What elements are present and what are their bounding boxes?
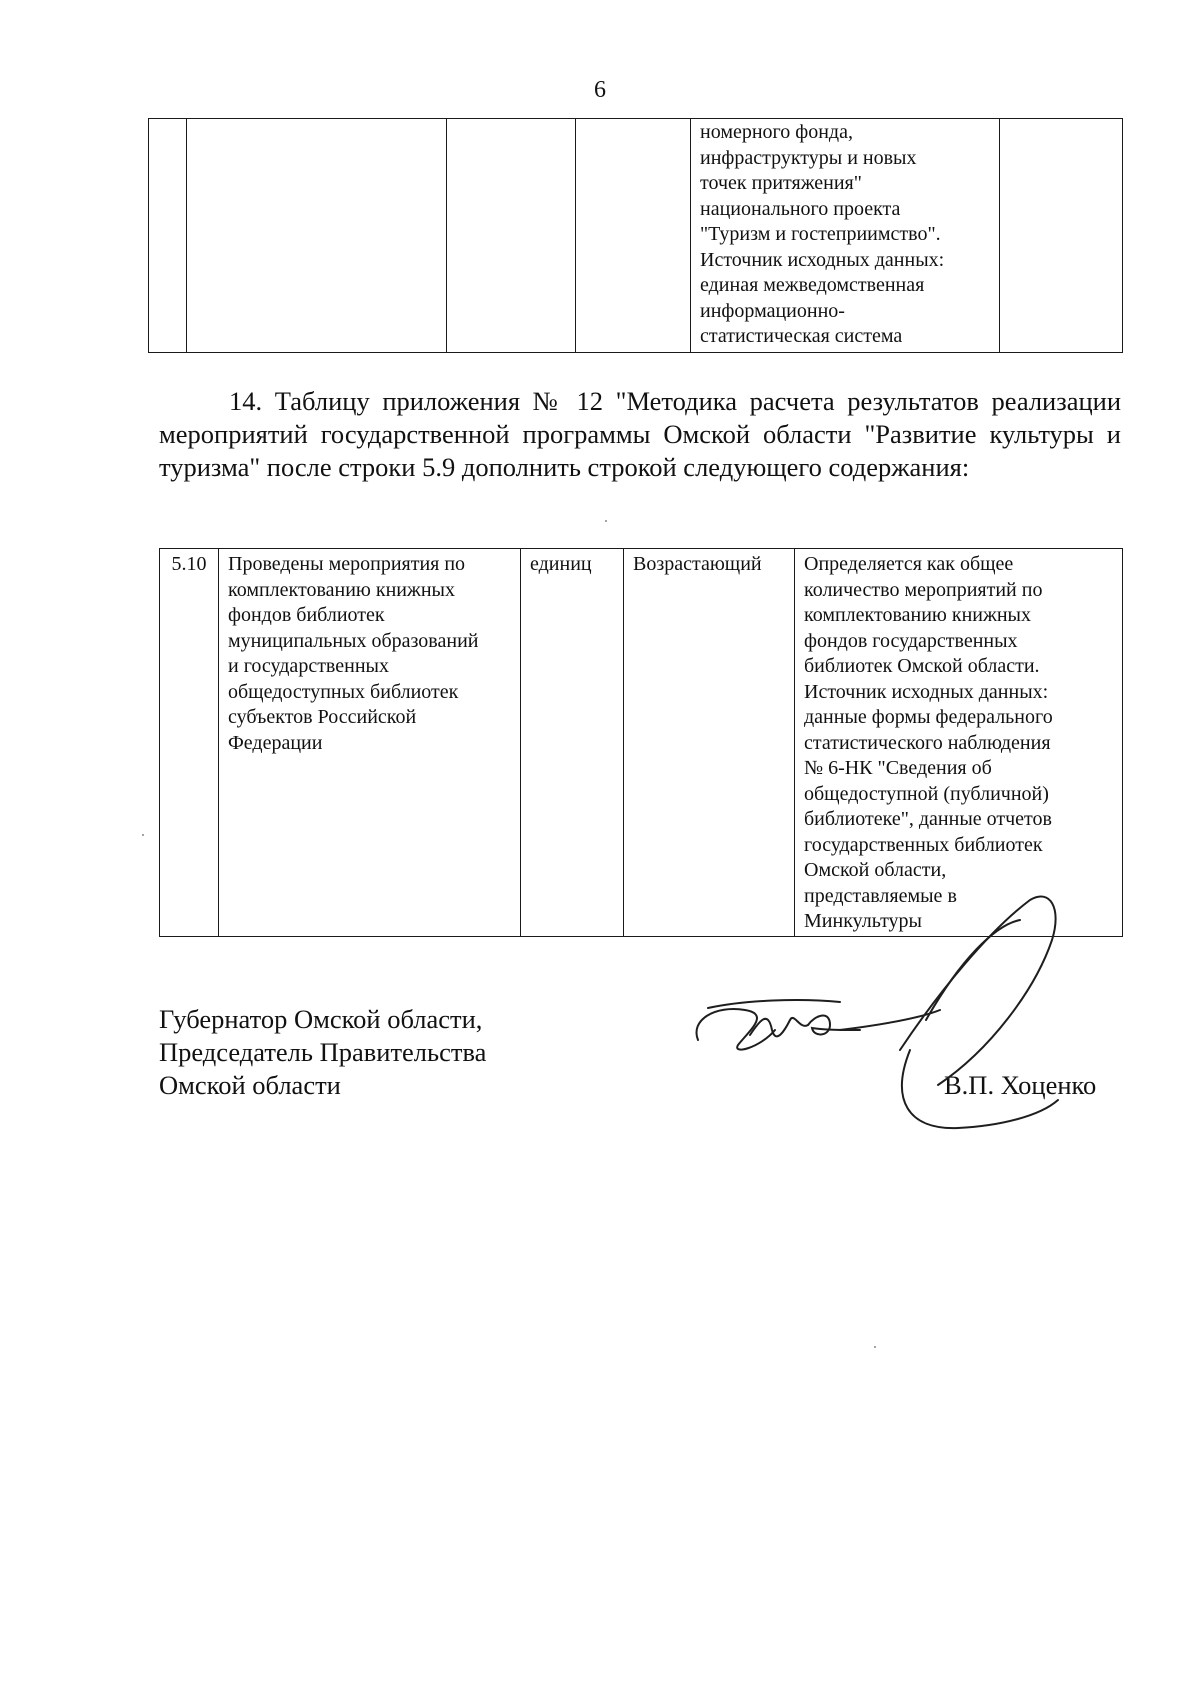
cell-text-line: государственных библиотек — [804, 833, 1043, 856]
cell-text-line: "Туризм и гостеприимство". — [700, 223, 941, 245]
cell-text-line: комплектованию книжных — [804, 604, 1031, 626]
method-cell — [691, 119, 1000, 353]
row-type-cell: Возрастающий — [624, 549, 795, 937]
table-cell — [1000, 119, 1123, 353]
cell-text-line: общедоступной (публичной) — [804, 782, 1049, 805]
cell-text-line: комплектованию книжных — [228, 578, 455, 601]
table-cell — [576, 119, 691, 353]
cell-text-line: Проведены мероприятия по — [228, 553, 466, 575]
cell-text-line: национального проекта — [700, 197, 901, 220]
row-name-cell — [219, 549, 521, 937]
signatory-title — [159, 1003, 486, 1102]
table-cell — [447, 119, 576, 353]
row-number-cell: 5.10 — [160, 549, 219, 937]
cell-text-line: Федерации — [228, 731, 323, 754]
signatory-title-line: Омской области — [159, 1070, 341, 1100]
continuation-table — [148, 118, 1123, 353]
cell-text-line: количество мероприятий по — [804, 578, 1043, 601]
handwritten-signature — [690, 880, 1110, 1150]
table-cell — [187, 119, 447, 353]
cell-text-line: Источник исходных данных: — [804, 680, 1049, 703]
amendment-text: Таблицу приложения № 12 "Методика расчета результатов реализации мероприятий государственной программы Омской области "Развитие культуры и туризма" после строки 5.9 дополнить строкой следующего содержания: — [159, 386, 1122, 482]
amendment-paragraph — [159, 385, 1121, 484]
cell-text-line: Определяется как общее — [804, 553, 1014, 575]
cell-text-line: точек притяжения" — [700, 172, 862, 194]
cell-text-line: представляемые в — [804, 884, 957, 907]
table-row — [149, 119, 1123, 353]
table-row — [160, 549, 1123, 937]
cell-text-line: Омской области, — [804, 859, 947, 881]
cell-text-line: библиотеке", данные отчетов — [804, 808, 1052, 830]
cell-text-line: фондов библиотек — [228, 604, 385, 626]
cell-text-line: Минкультуры — [804, 910, 922, 932]
signatory-name: В.П. Хоценко — [944, 1070, 1097, 1100]
table-cell — [149, 119, 187, 353]
signatory-title-line: Губернатор Омской области, — [159, 1004, 483, 1034]
cell-text-line: общедоступных библиотек — [228, 680, 459, 703]
cell-text-line: фондов государственных — [804, 629, 1018, 652]
row-method-cell — [795, 549, 1123, 937]
cell-text-line: номерного фонда, — [700, 121, 853, 143]
cell-text-line: № 6-НК "Сведения об — [804, 757, 992, 779]
cell-text-line: и государственных — [228, 655, 389, 677]
signatory-title-line: Председатель Правительства — [159, 1037, 487, 1067]
cell-text-line: статистическая система — [700, 325, 903, 347]
scan-artifact — [142, 834, 144, 836]
cell-text-line: инфраструктуры и новых — [700, 146, 917, 169]
scan-artifact — [605, 520, 607, 522]
cell-text-line: статистического наблюдения — [804, 731, 1051, 754]
new-row-table — [159, 548, 1123, 937]
scan-artifact — [874, 1346, 876, 1348]
cell-text-line: библиотек Омской области. — [804, 655, 1040, 677]
amendment-number: 14. — [229, 386, 263, 416]
cell-text-line: муниципальных образований — [228, 629, 479, 652]
page-number: 6 — [594, 77, 606, 103]
cell-text-line: Источник исходных данных: — [700, 248, 945, 271]
cell-text-line: данные формы федерального — [804, 706, 1053, 728]
row-unit-cell: единиц — [521, 549, 624, 937]
cell-text-line: информационно- — [700, 299, 845, 322]
cell-text-line: единая межведомственная — [700, 274, 925, 296]
cell-text-line: субъектов Российской — [228, 706, 417, 728]
